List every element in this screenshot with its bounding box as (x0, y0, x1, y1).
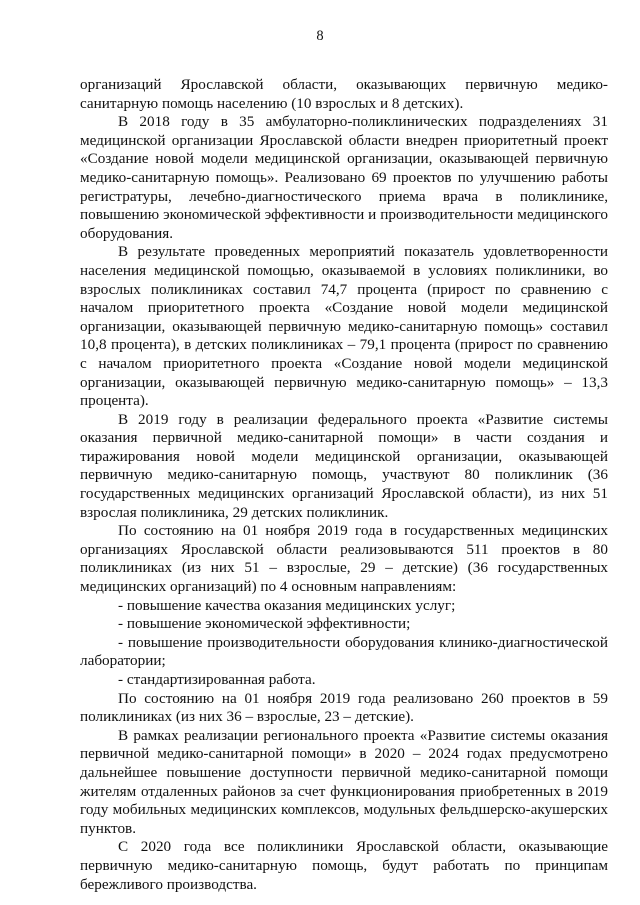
paragraph-lean-production: С 2020 года все поликлиники Ярославской области, оказывающие первичную медико-санитарную помощь, будут работать по принципам бережливого производства. (80, 838, 608, 893)
list-item-quality: - повышение качества оказания медицинских услуг; (118, 596, 456, 614)
paragraph-regional-project: В рамках реализации регионального проекта «Развитие системы оказания первичной медико-санитарной помощи» в 2020 – 2024 годах предусмотрено дальнейшее повышение доступности первичной медико-санитарной помощи жителям отдаленных районов за счет функционирования приобретенных в 2019 году мобильных медицинских комплексов, модульных фельдшерско-акушерских пунктов. (80, 726, 608, 837)
paragraph-2018-project: В 2018 году в 35 амбулаторно-поликлинических подразделениях 31 медицинской организации Ярославской области внедрен приоритетный проект «Создание новой модели медицинской организации, оказывающей первичную медико-санитарную помощь». Реализовано 69 проектов по улучшению работы регистратуры, лечебно-диагностического приема врача в поликлинике, повышению экономической эффективности и производительности медицинского оборудования. (80, 113, 608, 242)
paragraph-2019-federal-project: В 2019 году в реализации федерального проекта «Развитие системы оказания первичной медико-санитарной помощи» в части создания и тиражирования новой модели медицинской организации, оказывающей первичную медико-санитарную помощь, участвуют 80 поликлиник (36 государственных медицинских организаций Ярославской области), из них 51 взрослая поликлиника, 29 детских поликлиник. (80, 410, 608, 521)
list-item-efficiency: - повышение экономической эффективности; (118, 615, 411, 633)
list-item-lab-productivity: - повышение производительности оборудования клинико-диагностической лаборатории; (80, 633, 608, 670)
page-number: 8 (316, 28, 324, 44)
paragraph-continuation: организаций Ярославской области, оказывающих первичную медико-санитарную помощь населению (10 взрослых и 8 детских). (80, 76, 608, 112)
paragraph-implemented-projects: По состоянию на 01 ноября 2019 года реализовано 260 проектов в 59 поликлиниках (из них 36 – взрослые, 23 – детские). (80, 689, 608, 726)
document-body (80, 76, 608, 894)
paragraph-satisfaction-results: В результате проведенных мероприятий показатель удовлетворенности населения медицинской помощью, оказываемой в условиях поликлиники, во взрослых поликлиниках составил 74,7 процента (прирост по сравнению с началом приоритетного проекта «Создание новой модели медицинской организации, оказывающей первичную медико-санитарную помощь» составил 10,8 процента), в детских поликлиниках – 79,1 процента (прирост по сравнению с началом приоритетного проекта «Создание новой модели медицинской организации, оказывающей первичную медико-санитарную помощь» – 13,3 процента). (80, 243, 608, 410)
paragraph-november-status: По состоянию на 01 ноября 2019 года в государственных медицинских организациях Ярославской области реализовываются 511 проектов в 80 поликлиниках (из них 51 – взрослые, 29 – детские) (36 государственных медицинских организаций) по 4 основным направлениям: (80, 522, 608, 596)
list-item-standardized-work: - стандартизированная работа. (118, 671, 316, 688)
